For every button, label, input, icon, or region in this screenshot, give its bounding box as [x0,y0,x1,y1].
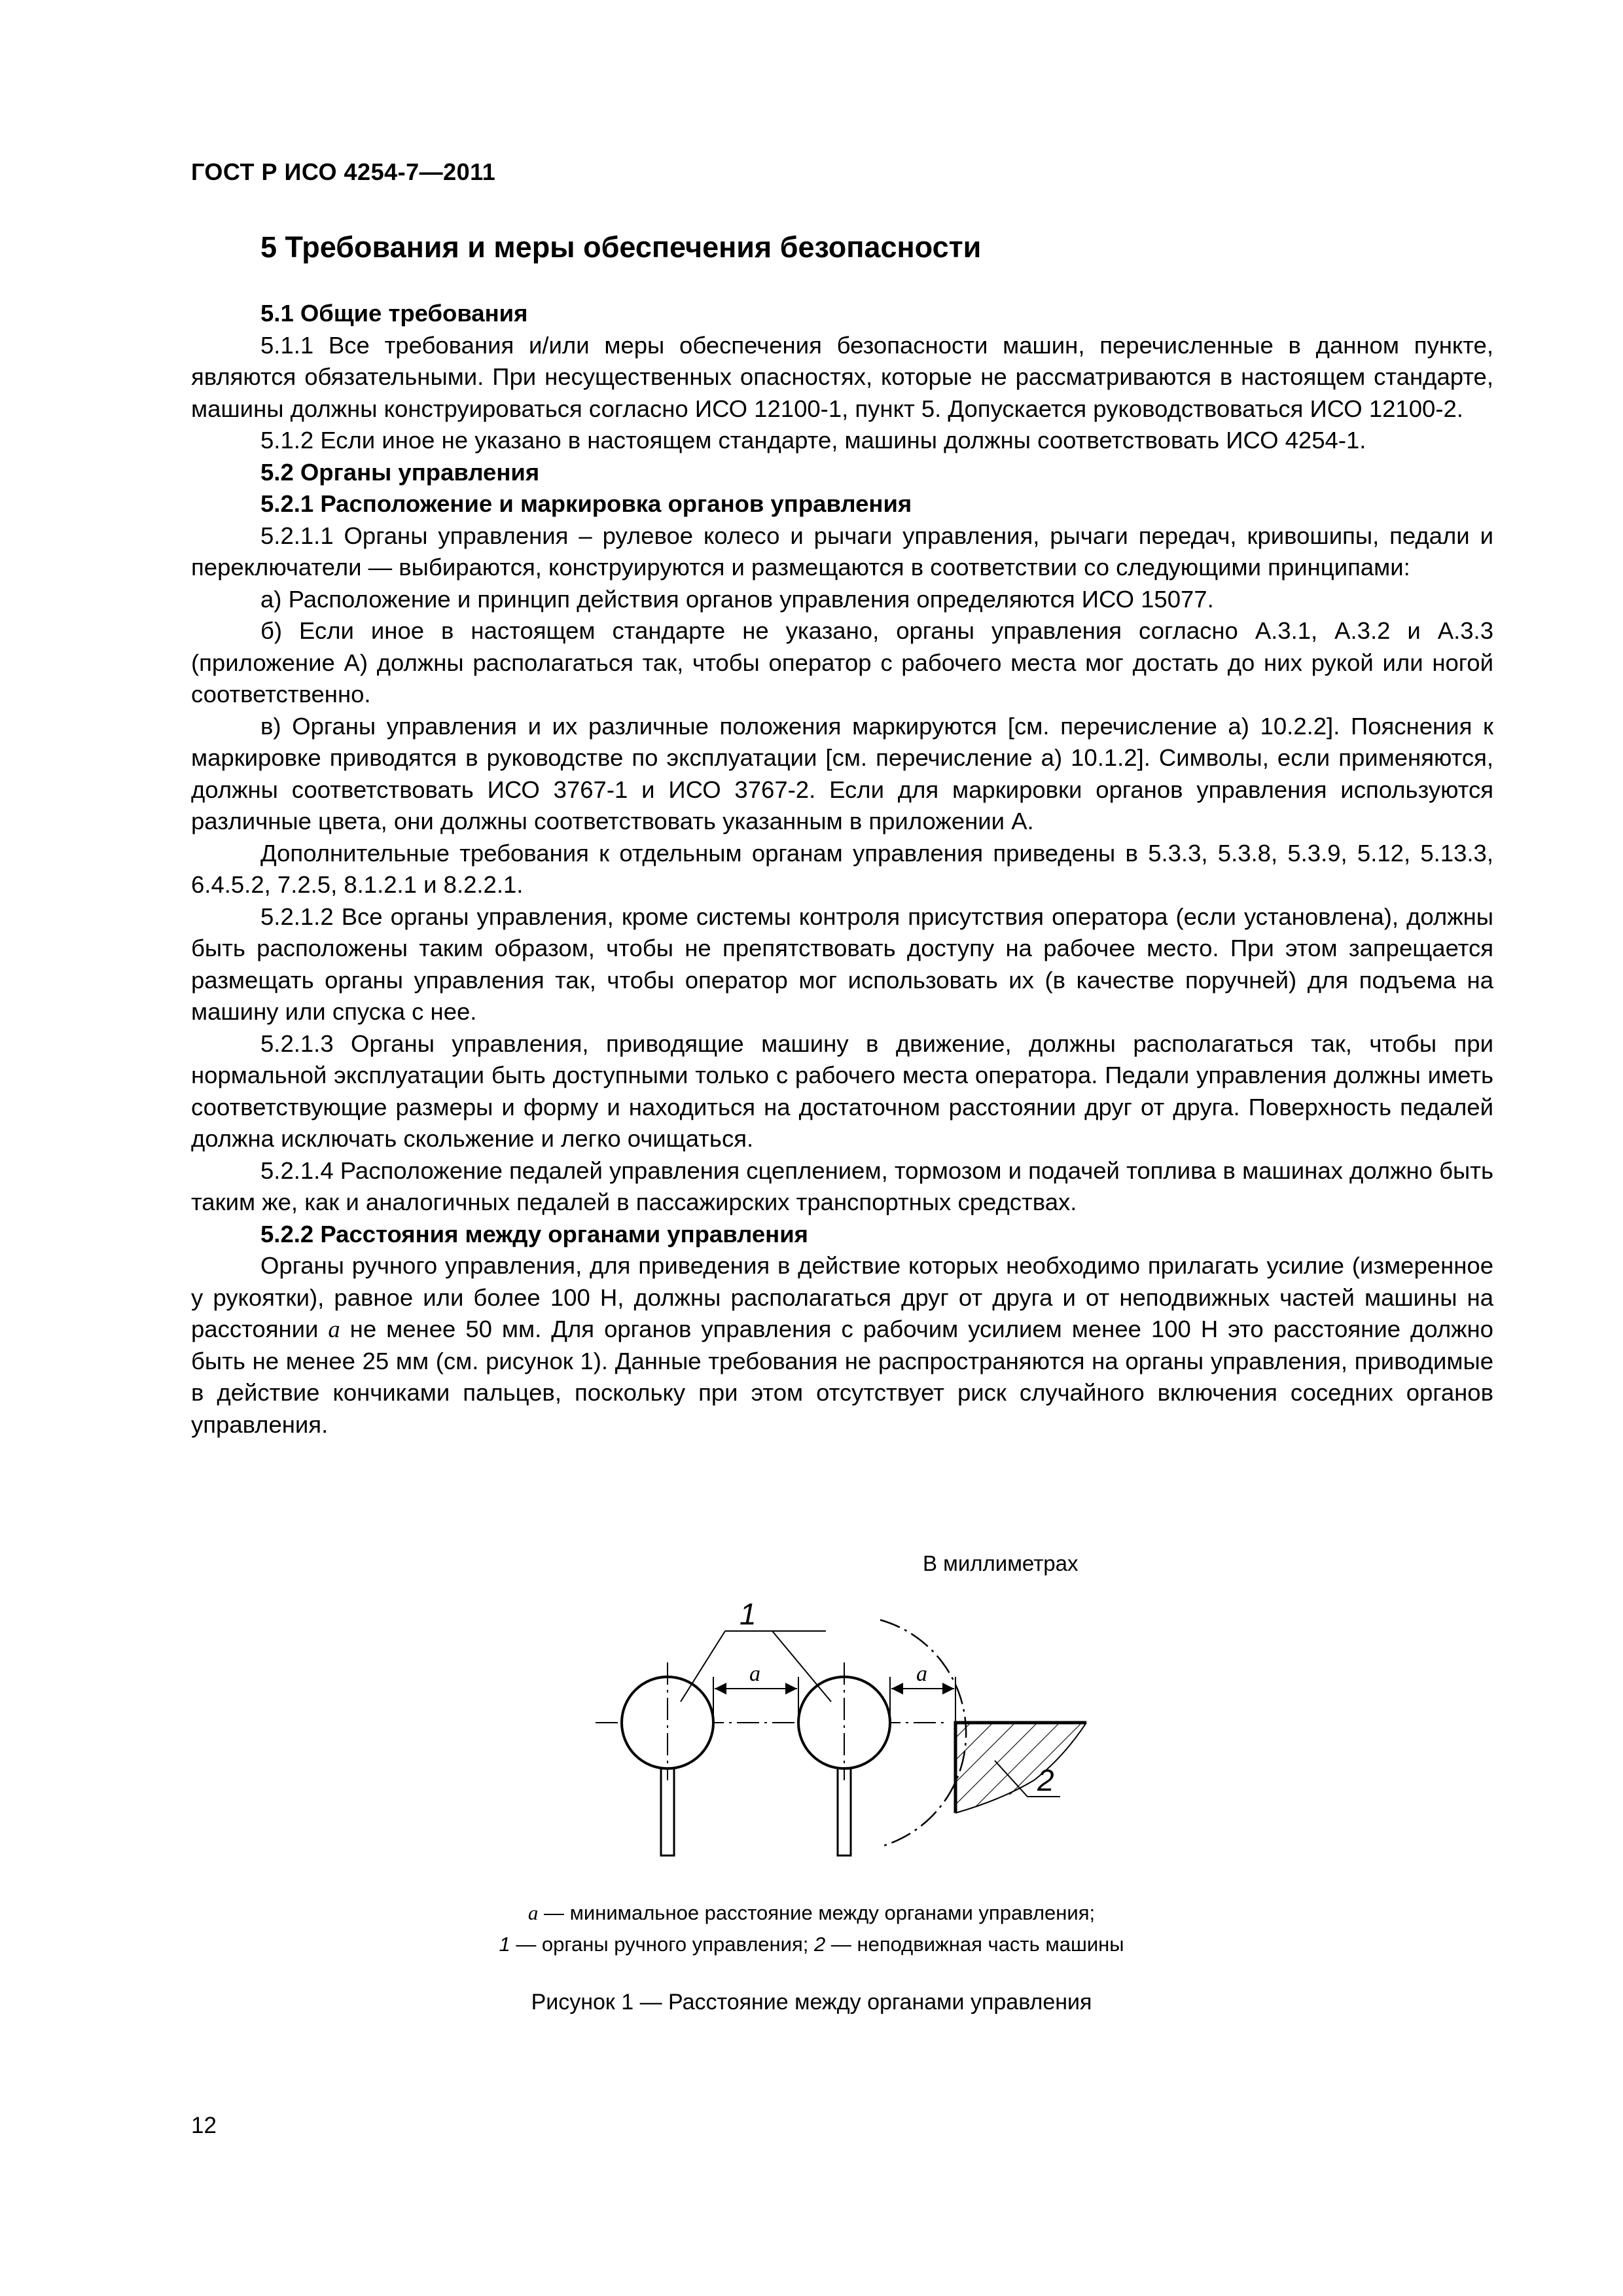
figure-legend-line-2 [0,1933,1623,1956]
dimension-label-a-left: a [749,1662,760,1686]
clearance-arc [880,1620,966,1846]
figure-legend-line-1 [0,1901,1623,1925]
legend-2-text: — неподвижная часть машины [825,1933,1124,1956]
figure-units: В миллиметрах [923,1551,1079,1575]
dimension-label-a-right: a [916,1662,927,1686]
section-title: 5 Требования и меры обеспечения безопасности [260,230,982,264]
document-header: ГОСТ Р ИСО 4254-7—2011 [191,158,496,185]
legend-1-text: — органы ручного управления; [510,1933,814,1956]
control-lever-right [798,1662,890,1856]
paragraph-5-1-2: 5.1.2 Если иное не указано в настоящем стандарте, машины должны соответствовать ИСО 4254-1. [260,427,1366,454]
fixed-machine-part [955,1723,1086,1813]
legend-num-2: 2 [813,1933,826,1956]
list-item-a: а) Расположение и принцип действия органов управления определяются ИСО 15077. [260,585,1214,613]
paragraph-additional: Дополнительные требования к отдельным органам управления приведены в 5.3.3, 5.3.8, 5.3.9, 5.12, 5.13.3, 6.4.5.2, 7.2.5, 8.1.2.1 и 8.2.2.1. [191,839,1493,898]
body-text [191,298,1493,1441]
list-item-b: б) Если иное в настоящем стандарте не указано, органы управления согласно А.3.1, А.3.2 и А.3.3 (приложение А) должны располагаться так, чтобы оператор с рабочего места мог достать до них рукой или ногой соответственно. [191,617,1493,708]
heading-5-1: 5.1 Общие требования [260,300,528,327]
list-item-v: в) Органы управления и их различные положения маркируются [см. перечисление а) 10.2.2]. Пояснения к маркировке приводятся в руководстве по эксплуатации [см. перечисление а) 10.1.2]. Символы, если применяются, должны соответствовать ИСО 3767-1 и ИСО 3767-2. Если для маркировки органов управления используются различные цвета, они должны соответствовать указанным в приложении А. [191,712,1493,834]
paragraph-5-1-1: 5.1.1 Все требования и/или меры обеспечения безопасности машин, перечисленные в данном пункте, являются обязательными. При несущественных опасностях, которые не рассматриваются в настоящем стандарте, машины должны конструироваться согласно ИСО 12100-1, пункт 5. Допускается руководствоваться ИСО 12100-2. [191,331,1493,422]
control-lever-left [622,1662,713,1856]
label-1: 1 [740,1597,757,1631]
variable-a: a [328,1316,340,1342]
figure-caption: Рисунок 1 — Расстояние между органами управления [531,1990,1092,2015]
paragraph-5-2-1-4: 5.2.1.4 Расположение педалей управления сцеплением, тормозом и подачей топлива в машинах должно быть таким же, как и аналогичных педалей в пассажирских транспортных средствах. [191,1157,1493,1215]
paragraph-5-2-1-1: 5.2.1.1 Органы управления – рулевое колесо и рычаги управления, рычаги передач, кривошипы, педали и переключатели — выбираются, конструируются и размещаются в соответствии со следующими принципами: [191,522,1493,581]
heading-5-2-2: 5.2.2 Расстояния между органами управления [260,1220,808,1247]
paragraph-5-2-1-3: 5.2.1.3 Органы управления, приводящие машину в движение, должны располагаться так, чтобы при нормальной эксплуатации быть доступными только с рабочего места оператора. Педали управления должны иметь соответствующие размеры и форму и находиться на достаточном расстоянии друг от друга. Поверхность педалей должна исключать скольжение и легко очищаться. [191,1030,1493,1152]
label-2: 2 [1037,1763,1054,1797]
page-number: 12 [191,2113,217,2138]
legend-a-text: — минимальное расстояние между органами управления; [538,1901,1096,1924]
paragraph-5-2-2-part1: Органы ручного управления, для приведения в действие которых необходимо прилагать усилие (измеренное у рукоятки), равное или более 100 Н, должны располагаться друг от друга и от неподвижных частей машины на расстоянии [191,1252,1493,1342]
heading-5-2: 5.2 Органы управления [260,458,540,486]
figure-diagram [576,1584,1099,1865]
paragraph-5-2-1-2: 5.2.1.2 Все органы управления, кроме системы контроля присутствия оператора (если установлена), должны быть расположены таким образом, чтобы не препятствовать доступу на рабочее место. При этом запрещается размещать органы управления так, чтобы оператор мог использовать их (в качестве поручней) для подъема на машину или спуска с нее. [191,903,1493,1025]
paragraph-5-2-2 [191,1250,1493,1441]
heading-5-2-1: 5.2.1 Расположение и маркировка органов управления [260,490,912,517]
legend-num-1: 1 [499,1933,510,1956]
legend-var-a: a [527,1901,539,1924]
paragraph-5-2-2-part2: не менее 50 мм. Для органов управления с рабочим усилием менее 100 Н это расстояние должно быть не менее 25 мм (см. рисунок 1). Данные требования не распространяются на органы управления, приводимые в действие кончиками пальцев, поскольку при этом отсутствует риск случайного включения соседних органов управления. [191,1316,1493,1438]
